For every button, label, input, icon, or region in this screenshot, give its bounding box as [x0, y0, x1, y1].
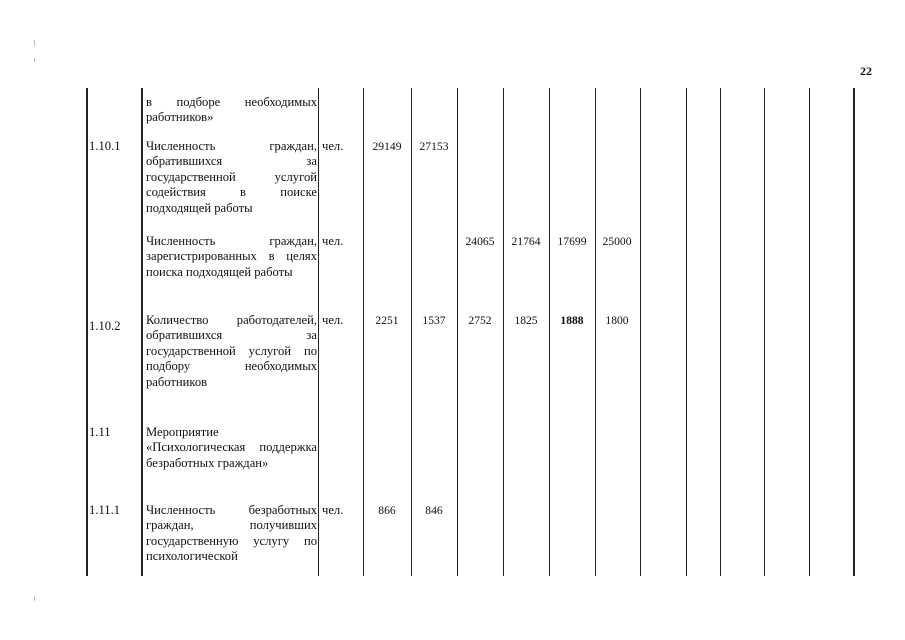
value-cell: 1537 [422, 314, 446, 327]
value-cell: 2251 [375, 314, 399, 327]
scan-mark [34, 596, 35, 601]
row-description: Количество работодателей, обратившихся за государственной услугой по подбору необходимых работников [146, 313, 317, 389]
value-cell: 866 [378, 504, 396, 517]
row-description: Численность граждан, зарегистрированных в целях поиска подходящей работы [146, 234, 317, 279]
column-border [318, 88, 319, 576]
value-cell: 846 [425, 504, 443, 517]
column-border [640, 88, 641, 576]
column-border [720, 88, 721, 576]
column-border [549, 88, 550, 576]
scan-mark [34, 58, 35, 62]
column-border [503, 88, 504, 576]
row-number: 1.11 [89, 425, 111, 439]
value-cell: 27153 [419, 140, 449, 153]
row-description: Численность безработных граждан, получивших государственную услугу по психологической [146, 503, 317, 564]
row-description: в подборе необходимых работников» [146, 95, 317, 125]
column-border [764, 88, 765, 576]
page-number: 22 [860, 64, 872, 78]
row-number: 1.10.1 [89, 139, 121, 153]
row-unit: чел. [322, 139, 344, 153]
column-border [809, 88, 810, 576]
row-description: Мероприятие «Психологическая поддержка безработных граждан» [146, 425, 317, 470]
value-cell: 17699 [557, 235, 587, 248]
scan-mark [34, 40, 35, 46]
value-cell: 1800 [605, 314, 629, 327]
row-unit: чел. [322, 313, 344, 327]
value-cell: 24065 [465, 235, 495, 248]
value-cell: 21764 [511, 235, 541, 248]
value-cell: 1825 [514, 314, 538, 327]
value-cell: 25000 [602, 235, 632, 248]
row-unit: чел. [322, 503, 344, 517]
row-description: Численность граждан, обратившихся за государственной услугой содействия в поиске подходящей работы [146, 139, 317, 215]
column-border [686, 88, 687, 576]
column-border [363, 88, 364, 576]
row-number: 1.11.1 [89, 503, 121, 517]
column-border [86, 88, 88, 576]
column-border [595, 88, 596, 576]
column-border [141, 88, 143, 576]
value-cell: 2752 [468, 314, 492, 327]
row-number: 1.10.2 [89, 319, 121, 333]
column-border [853, 88, 855, 576]
column-border [457, 88, 458, 576]
value-cell: 1888 [560, 314, 584, 327]
row-unit: чел. [322, 234, 344, 248]
value-cell: 29149 [372, 140, 402, 153]
